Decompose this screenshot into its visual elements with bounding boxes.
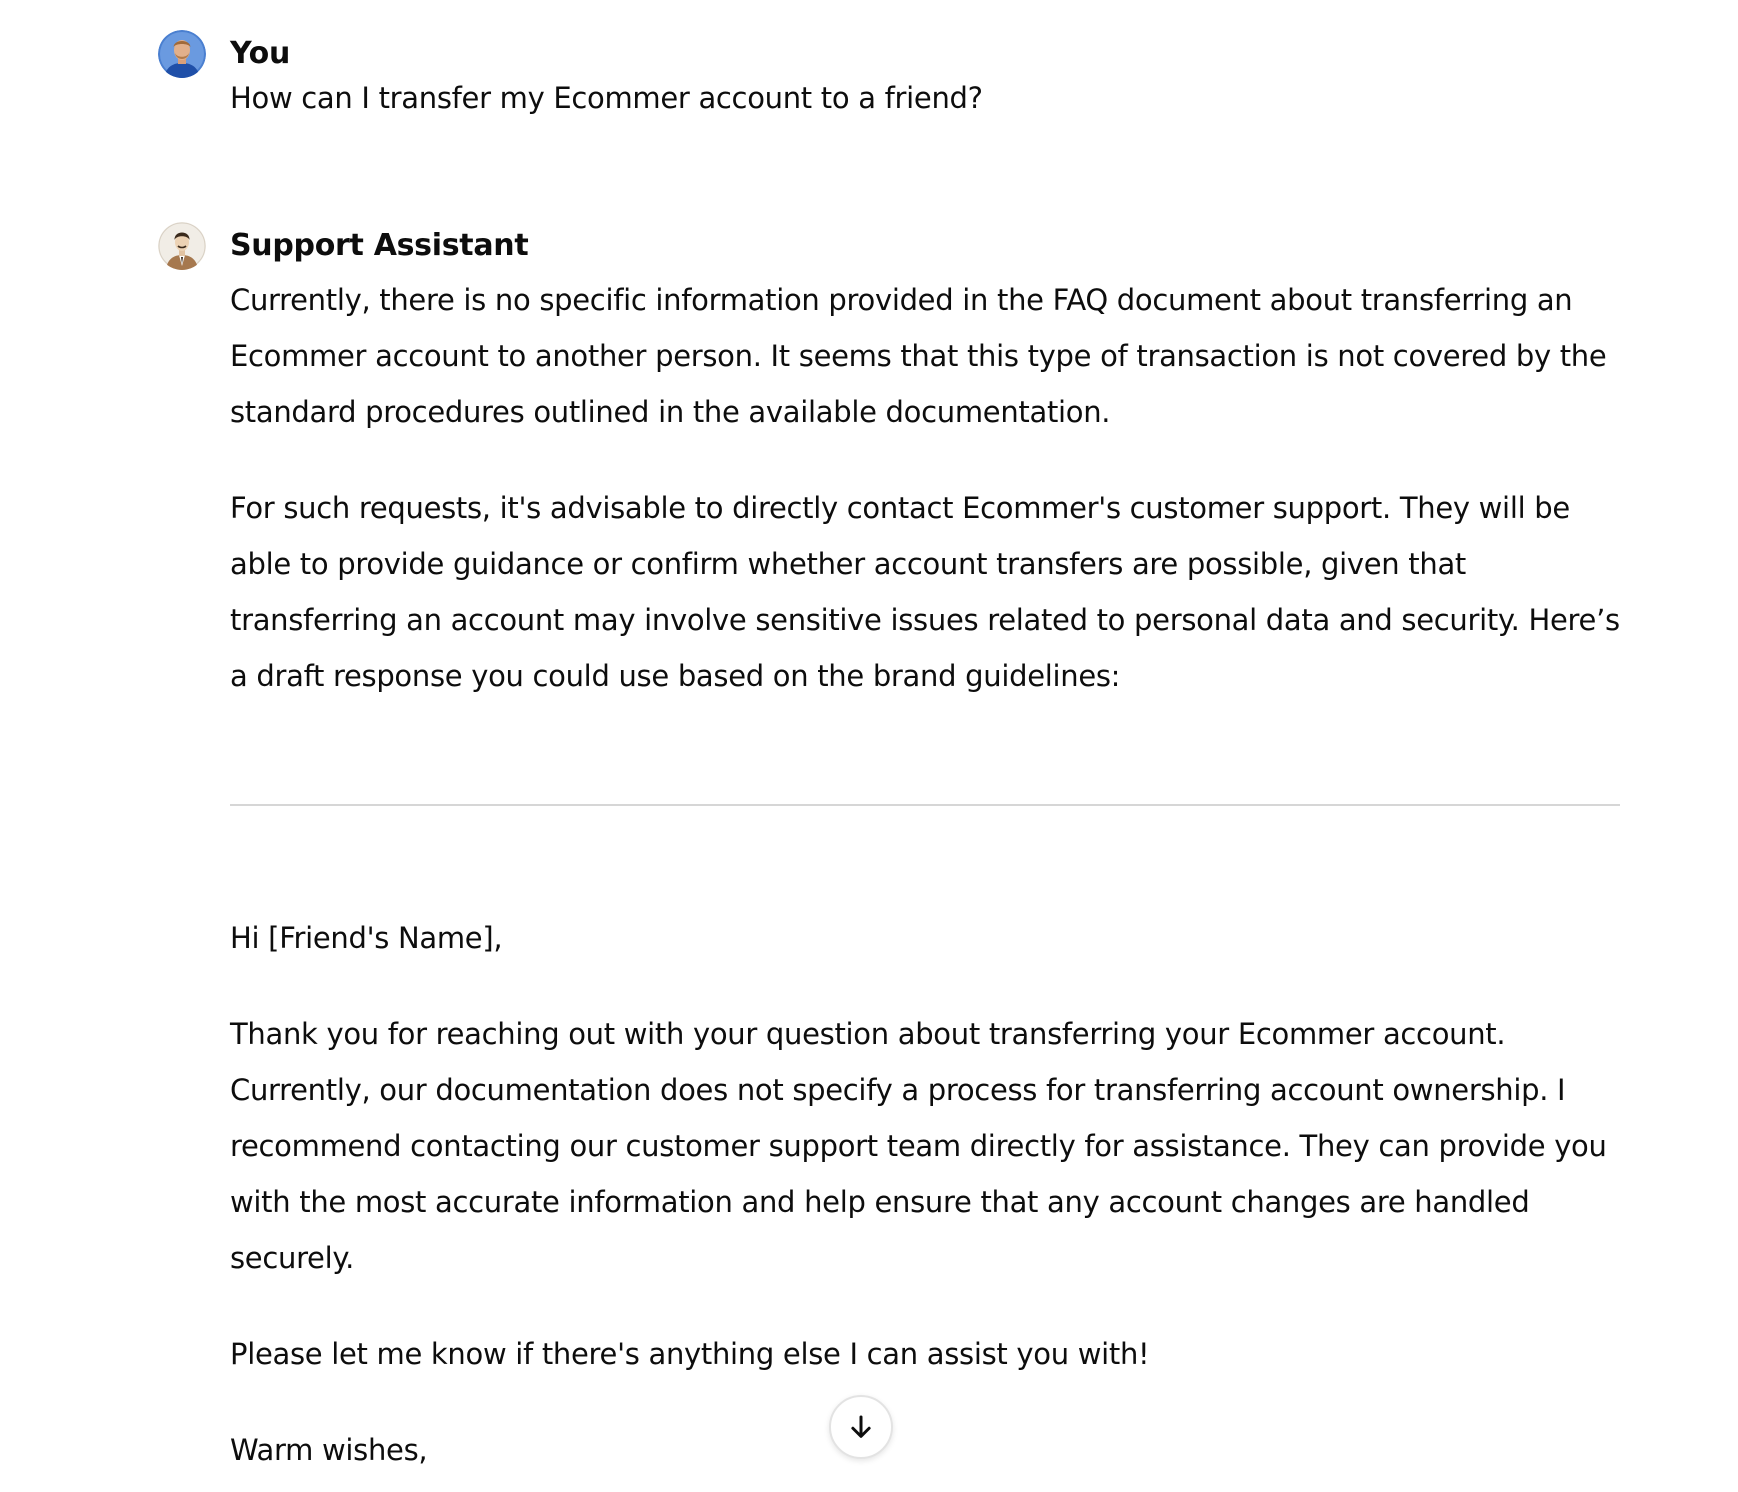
assistant-message bbox=[158, 222, 1618, 1492]
assistant-avatar bbox=[158, 222, 206, 270]
user-author-name: You bbox=[230, 36, 291, 71]
assistant-paragraph: Currently, there is no specific information provided in the FAQ document about transferring an Ecommer account to another person. It seems that this type of transaction is not covered by the standard procedures outlined in the available documentation. bbox=[230, 283, 1607, 429]
horizontal-divider bbox=[230, 804, 1620, 806]
assistant-author-name: Support Assistant bbox=[230, 228, 529, 263]
user-avatar-icon bbox=[158, 30, 206, 78]
assistant-avatar-icon bbox=[158, 222, 206, 270]
assistant-paragraph: For such requests, it's advisable to directly contact Ecommer's customer support. They will be able to provide guidance or confirm whether account transfers are possible, given that transferring an account may involve sensitive issues related to personal data and security. Here’s a draft response you could use based on the brand guidelines: bbox=[230, 491, 1620, 693]
user-message-paragraph: How can I transfer my Ecommer account to a friend? bbox=[230, 81, 983, 115]
user-avatar bbox=[158, 30, 206, 78]
draft-signoff: Warm wishes, bbox=[230, 1433, 428, 1467]
user-message bbox=[158, 30, 1618, 130]
scroll-to-bottom-button[interactable] bbox=[829, 1395, 893, 1459]
assistant-message-text bbox=[230, 272, 1620, 1478]
draft-greeting: Hi [Friend's Name], bbox=[230, 921, 503, 955]
arrow-down-icon bbox=[846, 1412, 876, 1442]
draft-paragraph: Please let me know if there's anything else I can assist you with! bbox=[230, 1337, 1150, 1371]
user-message-text bbox=[230, 76, 1620, 120]
draft-paragraph: Thank you for reaching out with your question about transferring your Ecommer account. Currently, our documentation does not specify a process for transferring account ownership. I recommend contacting our customer support team directly for assistance. They can provide you with the most accurate information and help ensure that any account changes are handled securely. bbox=[230, 1017, 1607, 1275]
